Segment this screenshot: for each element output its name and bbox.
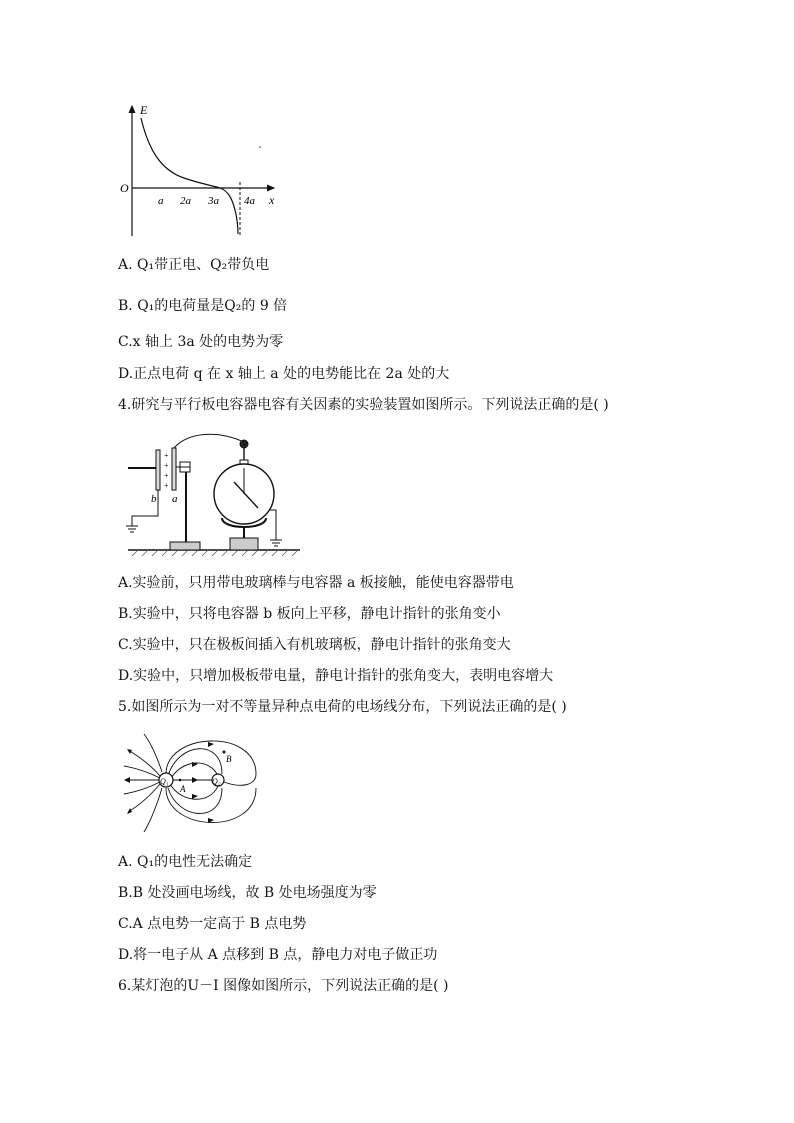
plate-b [156, 450, 160, 490]
x-axis-label: x [269, 193, 275, 207]
tick-3a: 3a [208, 195, 219, 207]
plus-signs-2: + [164, 461, 169, 470]
q5-option-a: A. Q₁的电性无法确定 [118, 854, 253, 870]
q3-option-d: D.正点电荷 q 在 x 轴上 a 处的电势能比在 2a 处的大 [118, 366, 450, 382]
field-line-12 [144, 788, 162, 832]
connecting-wire [174, 434, 244, 448]
q4-option-d: D.实验中，只增加极板带电量，静电计指针的张角变大，表明电容增大 [118, 668, 554, 684]
field-curve [141, 118, 238, 234]
q3-option-c: C.x 轴上 3a 处的电势为零 [118, 334, 284, 350]
tick-4a: 4a [244, 195, 255, 207]
ground-symbol-b [126, 526, 138, 532]
q3-option-a: A. Q₁带正电、Q₂带负电 [118, 257, 270, 273]
arrow-1 [192, 777, 198, 783]
q6-stem: 6.某灯泡的U－I 图像如图所示，下列说法正确的是( ) [118, 978, 449, 994]
q4-stem: 4.研究与平行板电容器电容有关因素的实验装置如图所示。下列说法正确的是( ) [118, 397, 609, 413]
tick-2a: 2a [180, 195, 191, 207]
plus-signs: + [164, 451, 169, 460]
label-a: a [172, 493, 178, 505]
field-line-13 [124, 766, 160, 778]
plus-signs-4: + [164, 481, 169, 490]
field-line-11 [144, 734, 162, 772]
q4-option-b: B.实验中，只将电容器 b 板向上平移，静电计指针的张角变小 [118, 606, 501, 622]
arrow-5 [127, 749, 132, 754]
q5-stem: 5.如图所示为一对不等量异种点电荷的电场线分布，下列说法正确的是( ) [118, 699, 567, 715]
q5-option-d: D.将一电子从 A 点移到 B 点，静电力对电子做正功 [118, 947, 438, 963]
label-q2: Q₂ [212, 777, 221, 786]
ground-wire-electrometer [270, 510, 276, 540]
label-b: B [226, 754, 232, 764]
ground-symbol-electrometer [270, 540, 282, 546]
arrow-7 [208, 742, 214, 747]
q3-option-b: B. Q₁的电荷量是Q₂的 9 倍 [118, 298, 288, 314]
plate-a [172, 448, 176, 490]
q5-option-b: B.B 处没画电场线，故 B 处电场强度为零 [118, 885, 377, 901]
point-a [179, 779, 182, 782]
field-line-14 [124, 782, 160, 794]
q5-option-c: C.A 点电势一定高于 B 点电势 [118, 916, 307, 932]
label-b: b [151, 493, 157, 505]
plus-signs-3: + [164, 471, 169, 480]
stray-mark [259, 146, 261, 148]
origin-label: O [120, 181, 129, 195]
table-hatching [132, 550, 298, 556]
tick-a: a [158, 195, 164, 207]
electrometer-base [230, 538, 258, 550]
capacitor-apparatus-figure [118, 430, 308, 560]
arrow-4 [124, 777, 130, 783]
label-q1: Q₁ [160, 777, 169, 786]
q4-option-a: A.实验前，只用带电玻璃棒与电容器 a 板接触，能使电容器带电 [118, 575, 514, 591]
arrow-3 [192, 794, 198, 799]
arrow-6 [127, 808, 132, 814]
q4-option-c: C.实验中，只在极板间插入有机玻璃板，静电计指针的张角变大 [118, 637, 511, 653]
label-a: A [180, 784, 186, 794]
e-x-graph [112, 100, 282, 240]
stand-base [170, 542, 200, 550]
y-axis-label: E [140, 103, 148, 117]
electrometer-knob [240, 440, 248, 448]
field-line-6 [166, 741, 256, 785]
field-lines-figure [120, 728, 270, 840]
